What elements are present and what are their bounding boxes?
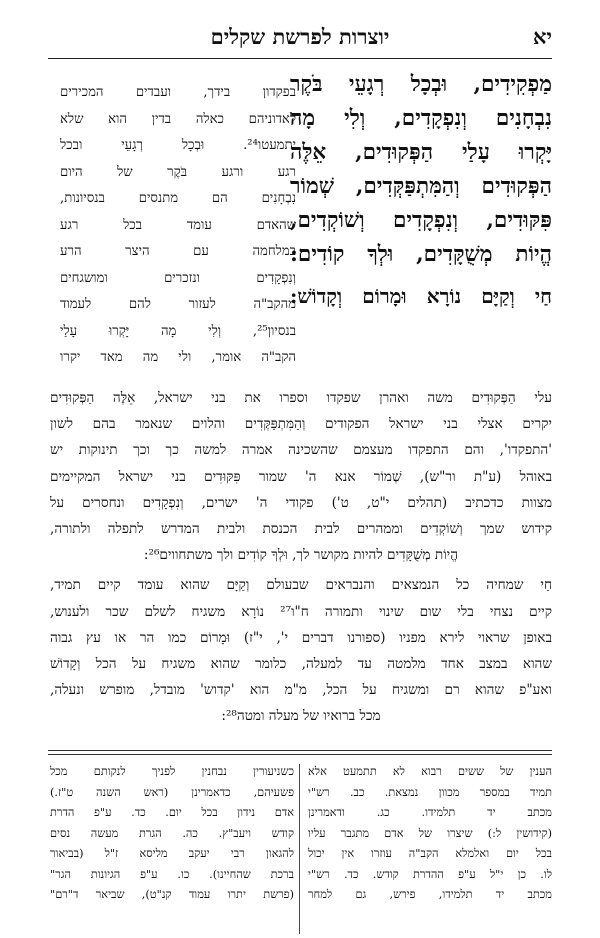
footnote-line: הענין של ששים רבוא לא תתמעט אלא bbox=[308, 765, 552, 778]
footnote-line: פשעיהם, כדאמרינן (ראש השנה ט"ז.) bbox=[50, 785, 294, 799]
commentary-line: יקרים אצלי בני ישראל הפקודים וְהַמִּתְפַּקְּדִים והלוים שנאמר בהם לשון bbox=[50, 416, 552, 433]
poem-block bbox=[290, 68, 552, 309]
footnote-line: קודש ויעב"ץ. כה. הגרת מעשה נסים bbox=[50, 826, 294, 840]
footnote-line: (קידושין ל:) שיצרו של אדם מתגבר עליו bbox=[308, 826, 552, 840]
footnote-separator bbox=[48, 754, 552, 755]
poem-line: הֱיוֹת מְשֻׁקָּדִים, וּלְךָ קוֹדִים: bbox=[290, 242, 552, 267]
commentary-line: מהקב"ה לעזור להם לעמוד bbox=[60, 297, 296, 312]
commentary-line: נִבְחָנִים הם מתנסים בנסיונות, bbox=[60, 191, 296, 206]
poem-line: נִבְחָנִים וְנִפְקָדִים, וְלִי מָה bbox=[290, 106, 552, 131]
footnote-line: להגאון רבי יעקב מליסא ז"ל (בביאור bbox=[50, 847, 294, 860]
commentary-line: הֱיוֹת מְשֻׁקָּדִים להיות מקושר לך, וּלְךָ קוֹדִים ולך משתחווים²⁶: bbox=[143, 547, 459, 564]
side-commentary bbox=[60, 80, 296, 372]
commentary-line: בנסיון²⁵, וְלִי מָה יָּקְרוּ עָלַי bbox=[60, 323, 296, 339]
footnote-column-divider bbox=[299, 764, 300, 934]
footnote-line: מכתב יד תלמידו. כג. ודאמרינן bbox=[308, 806, 552, 819]
commentary-line: קיים נצחי בלי שום שינוי ותמורה ח"ו²⁷ נוֹרָא משגיח לשלם שכר ולענוש, bbox=[50, 603, 552, 620]
commentary-line: שהוא במצב אחד מלמטה עד למעלה, כלומר שהוא משגיח על הכל וְקָדוֹשׁ bbox=[50, 656, 552, 673]
commentary-line: הקב"ה אומר, ולי מה מאד יקרו bbox=[60, 350, 296, 365]
commentary-line: באופן שראוי לירא מפניו (ספורנו דברים י', י"ז) וּמָרוֹם כמו הר או עץ גבוה bbox=[50, 629, 552, 646]
commentary-line: לאדוניהם כאלה בדין הוא שלא bbox=[60, 111, 296, 127]
footnote-line: אדם נידון בכל יום. כד. ע"פ הדרת bbox=[50, 806, 294, 819]
poem-coda: חַי וְקַיָּם נוֹרָא וּמָרוֹם וְקָדוֹשׁ: bbox=[290, 284, 552, 308]
commentary-line: יתמעטו²⁴. וּבְכָל רְגָעֵי ובכל bbox=[60, 138, 296, 153]
page-number: יא bbox=[533, 24, 552, 49]
commentary-line: ואע"פ שהוא רם ומשגיח על הכל, מ"מ הוא 'קדוש' מובדל, מופרש ונעלה, bbox=[50, 682, 552, 699]
page-header bbox=[48, 20, 552, 52]
footnotes-right-column bbox=[308, 762, 552, 906]
footnote-line: לו. כן י"ל ע"פ ההדרת קודש. כד. רש"י bbox=[308, 867, 552, 881]
commentary-line: שהאדם עומד בכל רגע bbox=[60, 217, 296, 233]
poem-line: פִּקּוּדִים, וְנִפְקָדִים וְשׁוֹקְדִים, bbox=[290, 208, 552, 233]
footnote-line: ברכת שהחיינו). כו. ע"פ הגיונות הגר" bbox=[50, 867, 294, 881]
poem-line: מַפְקִידִים, וּבְכָל רְגָעֵי בֹּקֶר bbox=[290, 72, 552, 97]
commentary-line: בפקדון בידך, ועבדים המכירים bbox=[60, 85, 296, 100]
footnote-line: בכל יום ואלמלא הקב"ה עוזרו אין יכול bbox=[308, 847, 552, 860]
running-title: יוצרות לפרשת שקלים bbox=[210, 24, 390, 49]
footnote-line: כשניעורין נבחנין לפניך לנקותם מכל bbox=[50, 765, 294, 778]
footnote-line: (פרשת יתרו עמוד קנ"ט), שביאר ד"רם" bbox=[50, 888, 294, 901]
commentary-line: עלי הַפְּקוּדִים משה ואהרן שפקדו וספרו את בני ישראל, אֵלֶּה הַפְּקוּדִים bbox=[50, 390, 552, 406]
footnote-line: מכתב יד תלמידו, פירש, גם למחר bbox=[308, 888, 552, 901]
commentary-line: באוהל (ע"ת ור"ש), שְׁמוֹר אנא ה' שמור פִּקּוּדִים בני ישראל המקיימים bbox=[50, 468, 552, 485]
commentary-line: וְנִפְקָדִים ונזכרים ומושגחים bbox=[60, 270, 296, 286]
commentary-line: קידוש שמך וְשׁוֹקְדִים וממהרים לבית הכנסת ולבית המדרש לתפלה ולתורה, bbox=[50, 521, 552, 538]
commentary-line: 'התפקדו', והם התפקדו מעצמם שהשכינה אמרה למשה כך וכך תינוקות יש bbox=[50, 442, 552, 459]
commentary-line: במלחמה עם היצר הרע bbox=[60, 244, 296, 259]
footnote-line: תמיד במספר מכוון נמצאת. כב. רש"י bbox=[308, 785, 552, 799]
commentary-line: חַי שמחיה כל הנמצאים והנבראים שבעולם וְקַיָּם שהוא עומד קיים תמיד, bbox=[50, 577, 552, 594]
poem-line: הַפְּקוּדִים וְהַמִּתְפַּקְּדִים, שְׁמוֹר bbox=[290, 174, 552, 199]
full-commentary bbox=[50, 385, 552, 730]
poem-line: יָּקְרוּ עָלַי הַפְּקוּדִים, אֵלֶּה bbox=[290, 140, 552, 165]
commentary-line: מצוות כדכתיב (תהלים י"ט, ט') פקודי ה' ישרים, וְנִפְקָדִים ונחסרים על bbox=[50, 494, 552, 511]
commentary-line: מכל ברואיו של מעלה ומטה²⁸: bbox=[221, 708, 381, 725]
footnote-separator bbox=[48, 750, 552, 751]
header-rule bbox=[48, 58, 552, 59]
footnotes-left-column bbox=[50, 762, 294, 906]
commentary-line: רגע ורגע בֹּקֶר של היום bbox=[60, 164, 296, 180]
